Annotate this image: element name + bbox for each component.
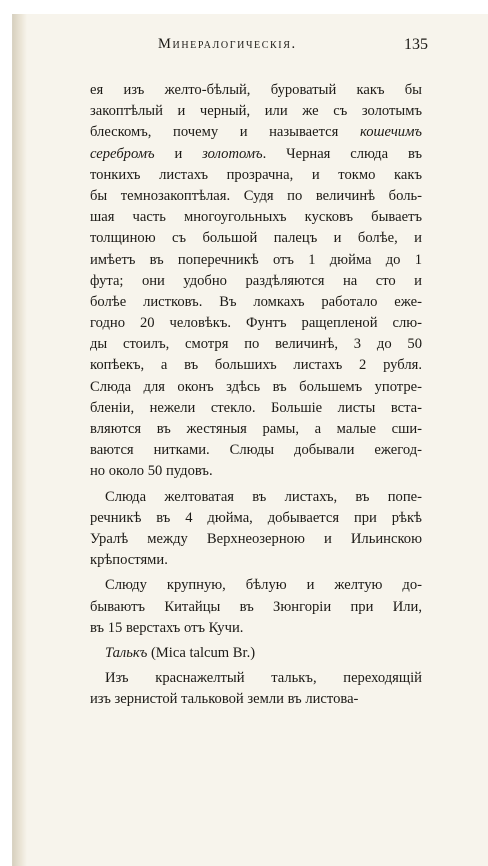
text-line: [90, 461, 422, 482]
text-run: ея изъ желто-бѣлый, буроватый какъ бы: [90, 82, 422, 98]
text-run: фута; они удобно раздѣляются на сто и: [90, 272, 422, 289]
text-run: толщиною съ большой палецъ и болѣе, и: [90, 230, 422, 247]
text-run: (Mica talcum Br.): [147, 644, 256, 661]
text-run: годно 20 человѣкъ. Фунтъ ращепленой слю-: [90, 315, 422, 332]
text-line: [90, 508, 422, 529]
text-line: [90, 144, 422, 165]
body-text: [90, 80, 422, 710]
text-line: [90, 271, 422, 292]
paragraph: [90, 487, 422, 572]
text-run: Слюда для оконъ здѣсь въ большемъ употре-: [90, 378, 422, 395]
text-run: болѣе листковъ. Въ ломкахъ работало еже-: [90, 293, 422, 310]
text-line: [90, 529, 422, 550]
text-line: [90, 313, 422, 334]
text-line: [90, 689, 422, 710]
text-line: [90, 207, 422, 228]
italic-run: золотомъ: [202, 145, 263, 162]
text-line: [90, 186, 422, 207]
text-run: Уралѣ между Верхнеозерною и Ильинскою: [90, 530, 422, 547]
text-run: тонкихъ листахъ прозрачна, и токмо какъ: [90, 166, 422, 183]
text-line: [90, 643, 422, 664]
text-run: и: [154, 145, 203, 162]
text-line: [90, 618, 422, 639]
text-run: но около 50 пудовъ.: [90, 463, 213, 480]
text-run: бы темнозакоптѣлая. Судя по величинѣ боль-: [90, 187, 422, 204]
text-line: [90, 398, 422, 419]
paragraph: [90, 575, 422, 639]
text-run: ваются нитками. Слюды добывали ежегод-: [90, 442, 422, 459]
text-line: [90, 334, 422, 355]
text-line: [90, 440, 422, 461]
text-run: блескомъ, почему и называется: [90, 124, 360, 141]
text-run: ды стоилъ, смотря по величинѣ, 3 до 50: [90, 336, 422, 353]
text-line: [90, 377, 422, 398]
text-run: бленіи, нежели стекло. Большіе листы вста-: [90, 399, 422, 416]
text-line: [90, 419, 422, 440]
text-run: копѣекъ, а въ большихъ листахъ 2 рубля.: [90, 357, 422, 374]
text-run: крѣпостями.: [90, 552, 168, 569]
running-head-title: Минералогическія.: [158, 36, 297, 52]
text-run: изъ зернистой тальковой земли въ листова-: [90, 691, 359, 708]
italic-run: Талькъ: [105, 644, 148, 661]
text-line: [90, 101, 422, 122]
text-run: речникѣ въ 4 дюйма, добывается при рѣкѣ: [90, 509, 422, 526]
paragraph: [90, 643, 422, 664]
text-line: [90, 597, 422, 618]
text-line: [90, 165, 422, 186]
text-line: [90, 80, 422, 101]
paragraph: [90, 668, 422, 710]
text-run: Слюду крупную, бѣлую и желтую до-: [105, 577, 422, 594]
text-run: въ 15 верстахъ отъ Кучи.: [90, 619, 244, 636]
text-run: имѣетъ въ поперечникѣ отъ 1 дюйма до 1: [90, 251, 422, 268]
text-line: [90, 668, 422, 689]
text-line: [90, 550, 422, 571]
italic-run: кошечимъ: [359, 124, 422, 141]
text-run: бываютъ Китайцы въ Зюнгоріи при Или,: [90, 598, 422, 615]
text-run: закоптѣлый и черный, или же съ золотымъ: [90, 103, 422, 120]
text-run: вляются въ жестяныя рамы, а малые сши-: [90, 421, 422, 437]
running-head: [158, 36, 428, 56]
paragraph: [90, 80, 422, 483]
text-run: Слюда желтоватая въ листахъ, въ попе-: [105, 488, 422, 505]
text-line: [90, 122, 422, 143]
italic-run: серебромъ: [90, 145, 155, 162]
text-line: [90, 487, 422, 508]
page-gutter-shadow: [13, 14, 27, 866]
text-run: Изъ краснажелтый талькъ, переходящій: [105, 670, 422, 687]
text-run: . Черная слюда въ: [262, 145, 422, 162]
page-number: 135: [404, 36, 428, 53]
text-run: шая часть многоугольныхъ кусковъ бываетъ: [90, 209, 422, 226]
text-line: [90, 228, 422, 249]
text-line: [90, 292, 422, 313]
text-line: [90, 575, 422, 596]
text-line: [90, 250, 422, 271]
text-line: [90, 355, 422, 376]
